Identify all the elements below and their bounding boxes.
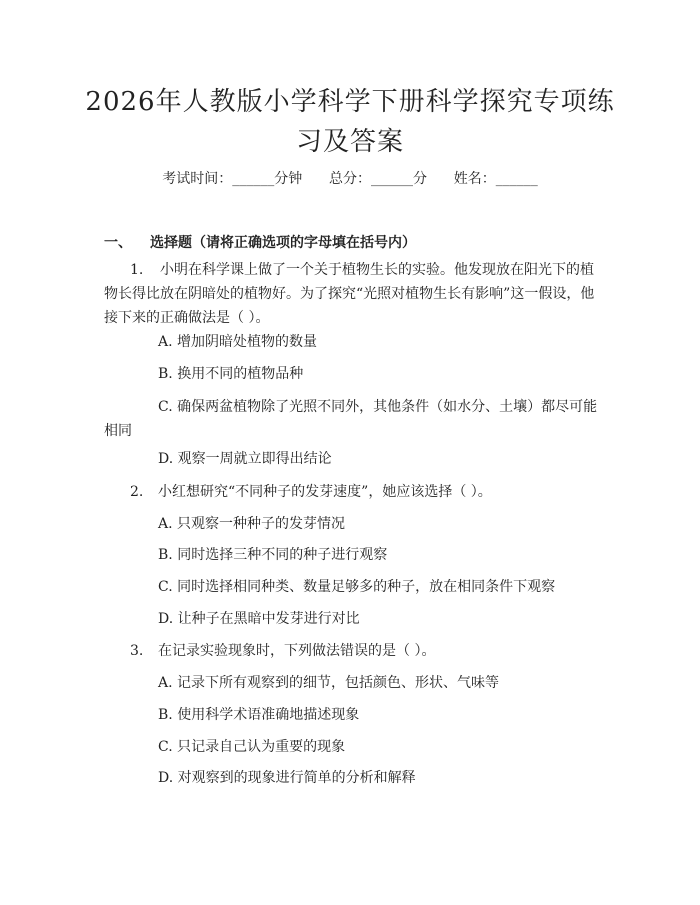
question-1-option-c-wrap bbox=[104, 395, 604, 443]
total-score-unit: 分 bbox=[413, 171, 427, 187]
question-2-number: 2. bbox=[130, 484, 144, 500]
question-3-option-c: C. 只记录自己认为重要的现象 bbox=[158, 739, 346, 755]
question-2-option-c: C. 同时选择相同种类、数量足够多的种子，放在相同条件下观察 bbox=[158, 579, 556, 595]
exam-time-label: 考试时间： bbox=[162, 171, 233, 187]
question-3-option-a: A. 记录下所有观察到的细节，包括颜色、形状、气味等 bbox=[158, 675, 500, 691]
section-title: 选择题（请将正确选项的字母填在括号内） bbox=[150, 235, 416, 251]
question-2-option-d: D. 让种子在黑暗中发芽进行对比 bbox=[158, 611, 360, 627]
question-3-text bbox=[130, 639, 435, 663]
question-3-number: 3. bbox=[130, 643, 144, 659]
question-1-option-b: B. 换用不同的植物品种 bbox=[158, 366, 304, 382]
question-3-option-b: B. 使用科学术语准确地描述现象 bbox=[158, 707, 360, 723]
student-name-label: 姓名： bbox=[453, 171, 496, 187]
student-name-blank: ______ bbox=[495, 171, 538, 187]
exam-info-line bbox=[0, 168, 700, 188]
section-heading bbox=[104, 232, 416, 252]
question-1-option-d: D. 观察一周就立即得出结论 bbox=[158, 451, 332, 467]
question-2-text bbox=[130, 480, 492, 504]
question-3-stem: 在记录实验现象时，下列做法错误的是（ ）。 bbox=[158, 643, 436, 659]
section-number: 一、 bbox=[104, 235, 132, 251]
document-title: 2026年人教版小学科学下册科学探究专项练习及答案 bbox=[85, 87, 615, 157]
question-1-stem: 小明在科学课上做了一个关于植物生长的实验。他发现放在阳光下的植物长得比放在阴暗处的植物好。为了探究“光照对植物生长有影响”这一假设，他接下来的正确做法是（ ）。 bbox=[104, 262, 595, 326]
total-score-label: 总分： bbox=[329, 171, 371, 187]
total-score-blank: ______ bbox=[371, 171, 413, 187]
question-3-option-d: D. 对观察到的现象进行简单的分析和解释 bbox=[158, 770, 416, 786]
question-2-stem: 小红想研究“不同种子的发芽速度”，她应该选择（ ）。 bbox=[158, 484, 492, 500]
exam-time-unit: 分钟 bbox=[274, 171, 303, 187]
question-1-number: 1. bbox=[130, 262, 144, 278]
question-1-option-a: A. 增加阴暗处植物的数量 bbox=[158, 334, 318, 350]
question-2-option-b: B. 同时选择三种不同的种子进行观察 bbox=[158, 547, 388, 563]
question-2-option-a: A. 只观察一种种子的发芽情况 bbox=[158, 516, 346, 532]
question-1-option-c: C. 确保两盆植物除了光照不同外，其他条件（如水分、土壤）都尽可能相同 bbox=[104, 399, 598, 439]
exam-time-blank: ______ bbox=[232, 171, 275, 187]
question-1-text bbox=[104, 258, 604, 330]
